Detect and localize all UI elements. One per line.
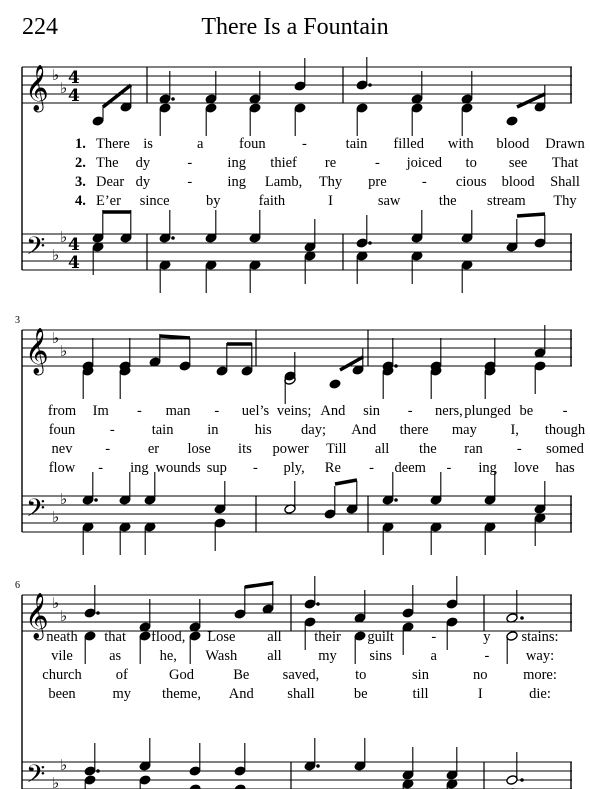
lyric-syllable: since	[139, 193, 170, 209]
lyric-syllable: Thy	[553, 193, 577, 209]
hyphen: -	[187, 155, 193, 171]
note	[430, 522, 442, 555]
note	[82, 522, 94, 555]
lyric-syllable: my	[318, 648, 337, 664]
lyric-syllable: a	[430, 648, 437, 664]
note	[189, 784, 201, 789]
hyphen: -	[253, 460, 258, 476]
lyric-syllable: be	[353, 686, 368, 702]
flat-sign: ♭	[52, 774, 60, 789]
lyric-syllable: been	[48, 686, 76, 702]
lyric-syllable: ran	[464, 441, 483, 457]
bass-staff	[22, 762, 572, 789]
lyric-syllable: may	[451, 422, 477, 438]
lyric-syllable: my	[112, 686, 132, 702]
note	[84, 631, 96, 664]
lyric-syllable: God	[169, 667, 194, 683]
lyric-syllable: power	[272, 441, 309, 457]
note	[139, 775, 151, 789]
augmentation-dot	[96, 769, 100, 773]
note	[82, 472, 94, 505]
lyric-syllable: his	[254, 422, 272, 438]
note	[214, 481, 226, 514]
lyric-syllable: lose	[187, 441, 211, 457]
lyric-syllable: in	[207, 422, 219, 438]
note	[329, 379, 341, 390]
note	[356, 215, 368, 248]
hyphen: -	[105, 441, 111, 457]
lyric-syllable: ners,	[435, 403, 463, 419]
lyric-syllable: veins;	[276, 403, 312, 419]
note	[119, 522, 131, 555]
hymn-title: There Is a Fountain	[201, 14, 389, 40]
lyric-syllable: I	[328, 193, 333, 209]
note	[534, 481, 546, 514]
bass-clef: 𝄢	[26, 494, 46, 529]
note	[484, 472, 496, 505]
bass-clef: 𝄢	[26, 760, 46, 789]
note	[506, 752, 518, 785]
lyric-syllable: blood	[501, 174, 535, 190]
augmentation-dot	[171, 97, 175, 101]
lyric-line	[51, 648, 554, 664]
note	[304, 738, 316, 771]
note	[139, 631, 151, 664]
lyric-syllable: of	[115, 667, 128, 683]
note	[382, 472, 394, 505]
note	[120, 210, 132, 243]
lyric-syllable: flood,	[151, 629, 186, 645]
note	[82, 338, 94, 371]
lyric-syllable: plunged	[464, 403, 511, 419]
note	[430, 366, 442, 399]
measure-number: 3	[15, 315, 20, 326]
note	[234, 743, 246, 776]
lyric-line	[48, 686, 551, 702]
lyric-syllable: er	[147, 441, 160, 457]
augmentation-dot	[96, 611, 100, 615]
beam	[245, 583, 273, 587]
note	[179, 338, 191, 371]
lyric-line	[49, 422, 586, 438]
lyric-syllable: no	[473, 667, 488, 683]
augmentation-dot	[316, 602, 320, 606]
time-signature-top: 4	[68, 68, 80, 88]
lyric-line	[75, 193, 577, 209]
note	[159, 210, 171, 243]
note	[354, 738, 366, 771]
augmentation-dot	[368, 241, 372, 245]
note	[144, 472, 156, 505]
lyric-syllable: ply,	[283, 460, 305, 476]
hymn-number: 224	[22, 14, 58, 40]
lyric-syllable: I,	[510, 422, 519, 438]
lyric-syllable: deem	[394, 460, 426, 476]
note	[506, 116, 518, 127]
hyphen: -	[516, 441, 522, 457]
flat-sign: ♭	[60, 756, 68, 774]
hyphen: -	[374, 155, 380, 171]
hyphen: -	[446, 460, 452, 476]
notehead	[506, 116, 518, 127]
note	[446, 747, 458, 780]
lyric-syllable: Thy	[318, 174, 343, 190]
lyric-syllable: Wash	[205, 648, 238, 664]
note	[189, 743, 201, 776]
lyric-syllable: Dear	[96, 174, 125, 190]
note	[304, 219, 316, 252]
verse-number: 1.	[75, 136, 86, 152]
lyric-syllable: sup	[206, 460, 227, 476]
note	[205, 103, 217, 136]
note	[119, 366, 131, 399]
lyric-syllable: dy	[135, 155, 151, 171]
flat-sign: ♭	[60, 79, 68, 97]
lyric-syllable: foun	[48, 422, 76, 438]
note	[430, 472, 442, 505]
measure-number: 6	[15, 580, 20, 591]
lyric-syllable: as	[109, 648, 122, 664]
time-signature-bottom: 4	[68, 86, 80, 106]
beam	[517, 214, 545, 216]
lyric-syllable: vile	[51, 648, 73, 664]
lyric-syllable: I	[477, 686, 483, 702]
lyric-syllable: Be	[233, 667, 250, 683]
lyric-syllable: more:	[523, 667, 557, 683]
bass-staff	[22, 234, 572, 270]
note	[144, 522, 156, 555]
lyric-syllable: And	[228, 686, 254, 702]
note	[214, 518, 226, 551]
note	[119, 338, 131, 371]
note	[249, 260, 261, 293]
augmentation-dot	[394, 364, 398, 368]
lyric-syllable: till	[412, 686, 429, 702]
lyric-syllable: That	[551, 155, 579, 171]
lyric-syllable: he,	[159, 648, 177, 664]
note	[346, 481, 358, 514]
lyric-syllable: flow	[48, 460, 76, 476]
lyric-syllable: Lamb,	[264, 174, 303, 190]
hyphen: -	[369, 460, 374, 476]
note	[461, 210, 473, 243]
lyric-syllable: joiced	[406, 155, 443, 171]
bass-clef: 𝄢	[26, 232, 46, 267]
hyphen: -	[98, 460, 104, 476]
lyric-syllable: faith	[258, 193, 286, 209]
lyric-syllable: ing	[227, 155, 246, 171]
time-signature-bottom: 4	[68, 253, 80, 273]
lyric-syllable: all	[267, 648, 282, 664]
lyric-syllable: has	[555, 460, 575, 476]
lyric-line	[75, 155, 578, 171]
lyric-syllable: the	[418, 441, 437, 457]
lyric-syllable: ing	[130, 460, 149, 476]
note	[205, 210, 217, 243]
note	[189, 631, 201, 664]
flat-sign: ♭	[52, 66, 60, 84]
note	[356, 251, 368, 284]
lyric-syllable: filled	[393, 136, 424, 152]
note	[249, 103, 261, 136]
augmentation-dot	[394, 498, 398, 502]
lyric-syllable: E’er	[96, 193, 121, 209]
notehead	[234, 784, 246, 789]
note	[484, 522, 496, 555]
note	[484, 366, 496, 399]
lyric-syllable: uel’s	[241, 403, 270, 419]
flat-sign: ♭	[60, 228, 68, 246]
lyric-syllable: wounds	[155, 460, 201, 476]
note	[356, 57, 368, 90]
flat-sign: ♭	[60, 342, 68, 360]
note	[139, 738, 151, 771]
note	[84, 775, 96, 789]
note	[354, 631, 366, 664]
hyphen: -	[484, 648, 490, 664]
lyric-syllable: The	[96, 155, 119, 171]
lyric-syllable: that	[104, 629, 126, 645]
lyric-syllable: blood	[496, 136, 530, 152]
note	[284, 371, 296, 404]
verse-number: 4.	[75, 193, 86, 209]
lyric-syllable: There	[96, 136, 130, 152]
augmentation-dot	[520, 778, 524, 782]
note	[534, 361, 546, 394]
hyphen: -	[562, 403, 568, 419]
lyric-syllable: saved,	[282, 667, 320, 683]
note	[205, 260, 217, 293]
augmentation-dot	[368, 83, 372, 87]
note	[506, 631, 518, 664]
lyric-syllable: a	[197, 136, 204, 152]
note	[159, 103, 171, 136]
lyric-syllable: sin	[412, 667, 429, 683]
verse-number: 3.	[75, 174, 86, 190]
note	[382, 366, 394, 399]
lyric-syllable: church	[42, 667, 82, 683]
flat-sign: ♭	[60, 607, 68, 625]
lyric-line	[42, 667, 557, 683]
note	[402, 585, 414, 618]
note	[84, 743, 96, 776]
lyric-syllable: sin	[363, 403, 380, 419]
hyphen: -	[109, 422, 115, 438]
lyric-syllable: from	[47, 403, 77, 419]
lyric-syllable: shall	[287, 686, 315, 702]
lyric-syllable: Shall	[550, 174, 580, 190]
lyric-line	[52, 441, 585, 457]
lyric-syllable: And	[320, 403, 346, 419]
lyric-syllable: foun	[239, 136, 266, 152]
note	[294, 103, 306, 136]
hyphen: -	[407, 403, 413, 419]
lyric-line	[49, 460, 575, 476]
lyric-syllable: there	[399, 422, 429, 438]
note	[234, 784, 246, 789]
lyric-syllable: to	[355, 667, 367, 683]
lyric-syllable: die:	[529, 686, 551, 702]
augmentation-dot	[94, 498, 98, 502]
treble-clef: 𝄞	[25, 328, 49, 374]
lyric-syllable: all	[267, 629, 282, 645]
lyric-syllable: Drawn	[545, 136, 585, 152]
lyric-syllable: Lose	[207, 629, 236, 645]
lyric-syllable: man	[165, 403, 191, 419]
lyric-syllable: saw	[377, 193, 401, 209]
hyphen: -	[187, 174, 193, 190]
hyphen: -	[431, 629, 437, 645]
lyric-syllable: re	[324, 155, 337, 171]
lyric-line	[48, 403, 568, 419]
verse-number: 2.	[75, 155, 86, 171]
note	[411, 210, 423, 243]
lyric-syllable: sins	[369, 648, 392, 664]
note	[534, 215, 546, 248]
lyric-syllable: by	[206, 193, 221, 209]
lyric-syllable: theme,	[161, 686, 202, 702]
lyric-syllable: all	[374, 441, 390, 457]
note	[304, 576, 316, 609]
lyric-syllable: is	[143, 136, 153, 152]
treble-staff	[22, 595, 572, 631]
hyphen: -	[214, 403, 220, 419]
note	[92, 210, 104, 243]
lyric-syllable: y	[483, 629, 491, 645]
note	[461, 260, 473, 293]
augmentation-dot	[520, 616, 524, 620]
lyric-syllable: ing	[227, 174, 246, 190]
lyric-syllable: dy	[135, 174, 151, 190]
lyric-syllable: its	[238, 441, 252, 457]
augmentation-dot	[171, 236, 175, 240]
note	[249, 210, 261, 243]
treble-clef: 𝄞	[25, 593, 49, 639]
lyric-syllable: stream	[487, 193, 526, 209]
note	[506, 219, 518, 252]
lyric-syllable: nev	[51, 441, 73, 457]
lyric-syllable: see	[508, 155, 528, 171]
lyric-syllable: stains:	[521, 629, 559, 645]
note	[119, 472, 131, 505]
lyric-syllable: with	[447, 136, 474, 152]
note	[402, 747, 414, 780]
note	[304, 251, 316, 284]
note	[92, 116, 104, 127]
notehead	[189, 784, 201, 789]
note	[411, 251, 423, 284]
lyric-syllable: to	[465, 155, 477, 171]
treble-clef: 𝄞	[25, 65, 49, 111]
note	[82, 366, 94, 399]
note	[430, 338, 442, 371]
lyric-syllable: ing	[478, 460, 497, 476]
lyric-line	[75, 174, 580, 190]
lyric-syllable: tain	[345, 136, 368, 152]
lyric-syllable: be	[519, 403, 534, 419]
lyric-line	[75, 136, 585, 152]
lyric-syllable: pre	[368, 174, 387, 190]
beam	[335, 480, 357, 484]
augmentation-dot	[316, 764, 320, 768]
notehead	[329, 379, 341, 390]
note	[324, 486, 336, 519]
note	[461, 103, 473, 136]
note	[294, 58, 306, 91]
time-signature-top: 4	[68, 235, 80, 255]
lyric-syllable: love	[513, 460, 539, 476]
notehead	[92, 116, 104, 127]
lyric-syllable: tain	[151, 422, 174, 438]
note	[484, 338, 496, 371]
hyphen: -	[136, 403, 142, 419]
lyric-syllable: neath	[46, 629, 78, 645]
lyric-syllable: the	[438, 193, 457, 209]
treble-staff	[22, 330, 572, 366]
note	[534, 513, 546, 546]
lyric-syllable: And	[351, 422, 377, 438]
note	[382, 338, 394, 371]
beam	[160, 336, 190, 338]
note	[402, 622, 414, 655]
lyric-syllable: somed	[546, 441, 584, 457]
lyric-syllable: Till	[326, 441, 347, 457]
flat-sign: ♭	[52, 594, 60, 612]
lyric-syllable: Re	[324, 460, 341, 476]
lyric-syllable: though	[544, 422, 586, 438]
lyric-syllable: guilt	[367, 629, 394, 645]
note	[411, 103, 423, 136]
lyric-syllable: cious	[455, 174, 487, 190]
note	[382, 522, 394, 555]
flat-sign: ♭	[52, 329, 60, 347]
note	[446, 576, 458, 609]
hyphen: -	[302, 136, 307, 152]
note	[234, 586, 246, 619]
note	[159, 260, 171, 293]
lyric-syllable: way:	[525, 648, 555, 664]
lyric-syllable: Im	[92, 403, 109, 419]
flat-sign: ♭	[52, 246, 60, 264]
flat-sign: ♭	[60, 490, 68, 508]
hyphen: -	[421, 174, 427, 190]
lyric-syllable: their	[314, 629, 341, 645]
note	[284, 481, 296, 514]
lyric-syllable: day;	[301, 422, 326, 438]
note	[446, 617, 458, 650]
note	[84, 585, 96, 618]
flat-sign: ♭	[52, 508, 60, 526]
note	[356, 103, 368, 136]
lyric-syllable: thief	[270, 155, 297, 171]
